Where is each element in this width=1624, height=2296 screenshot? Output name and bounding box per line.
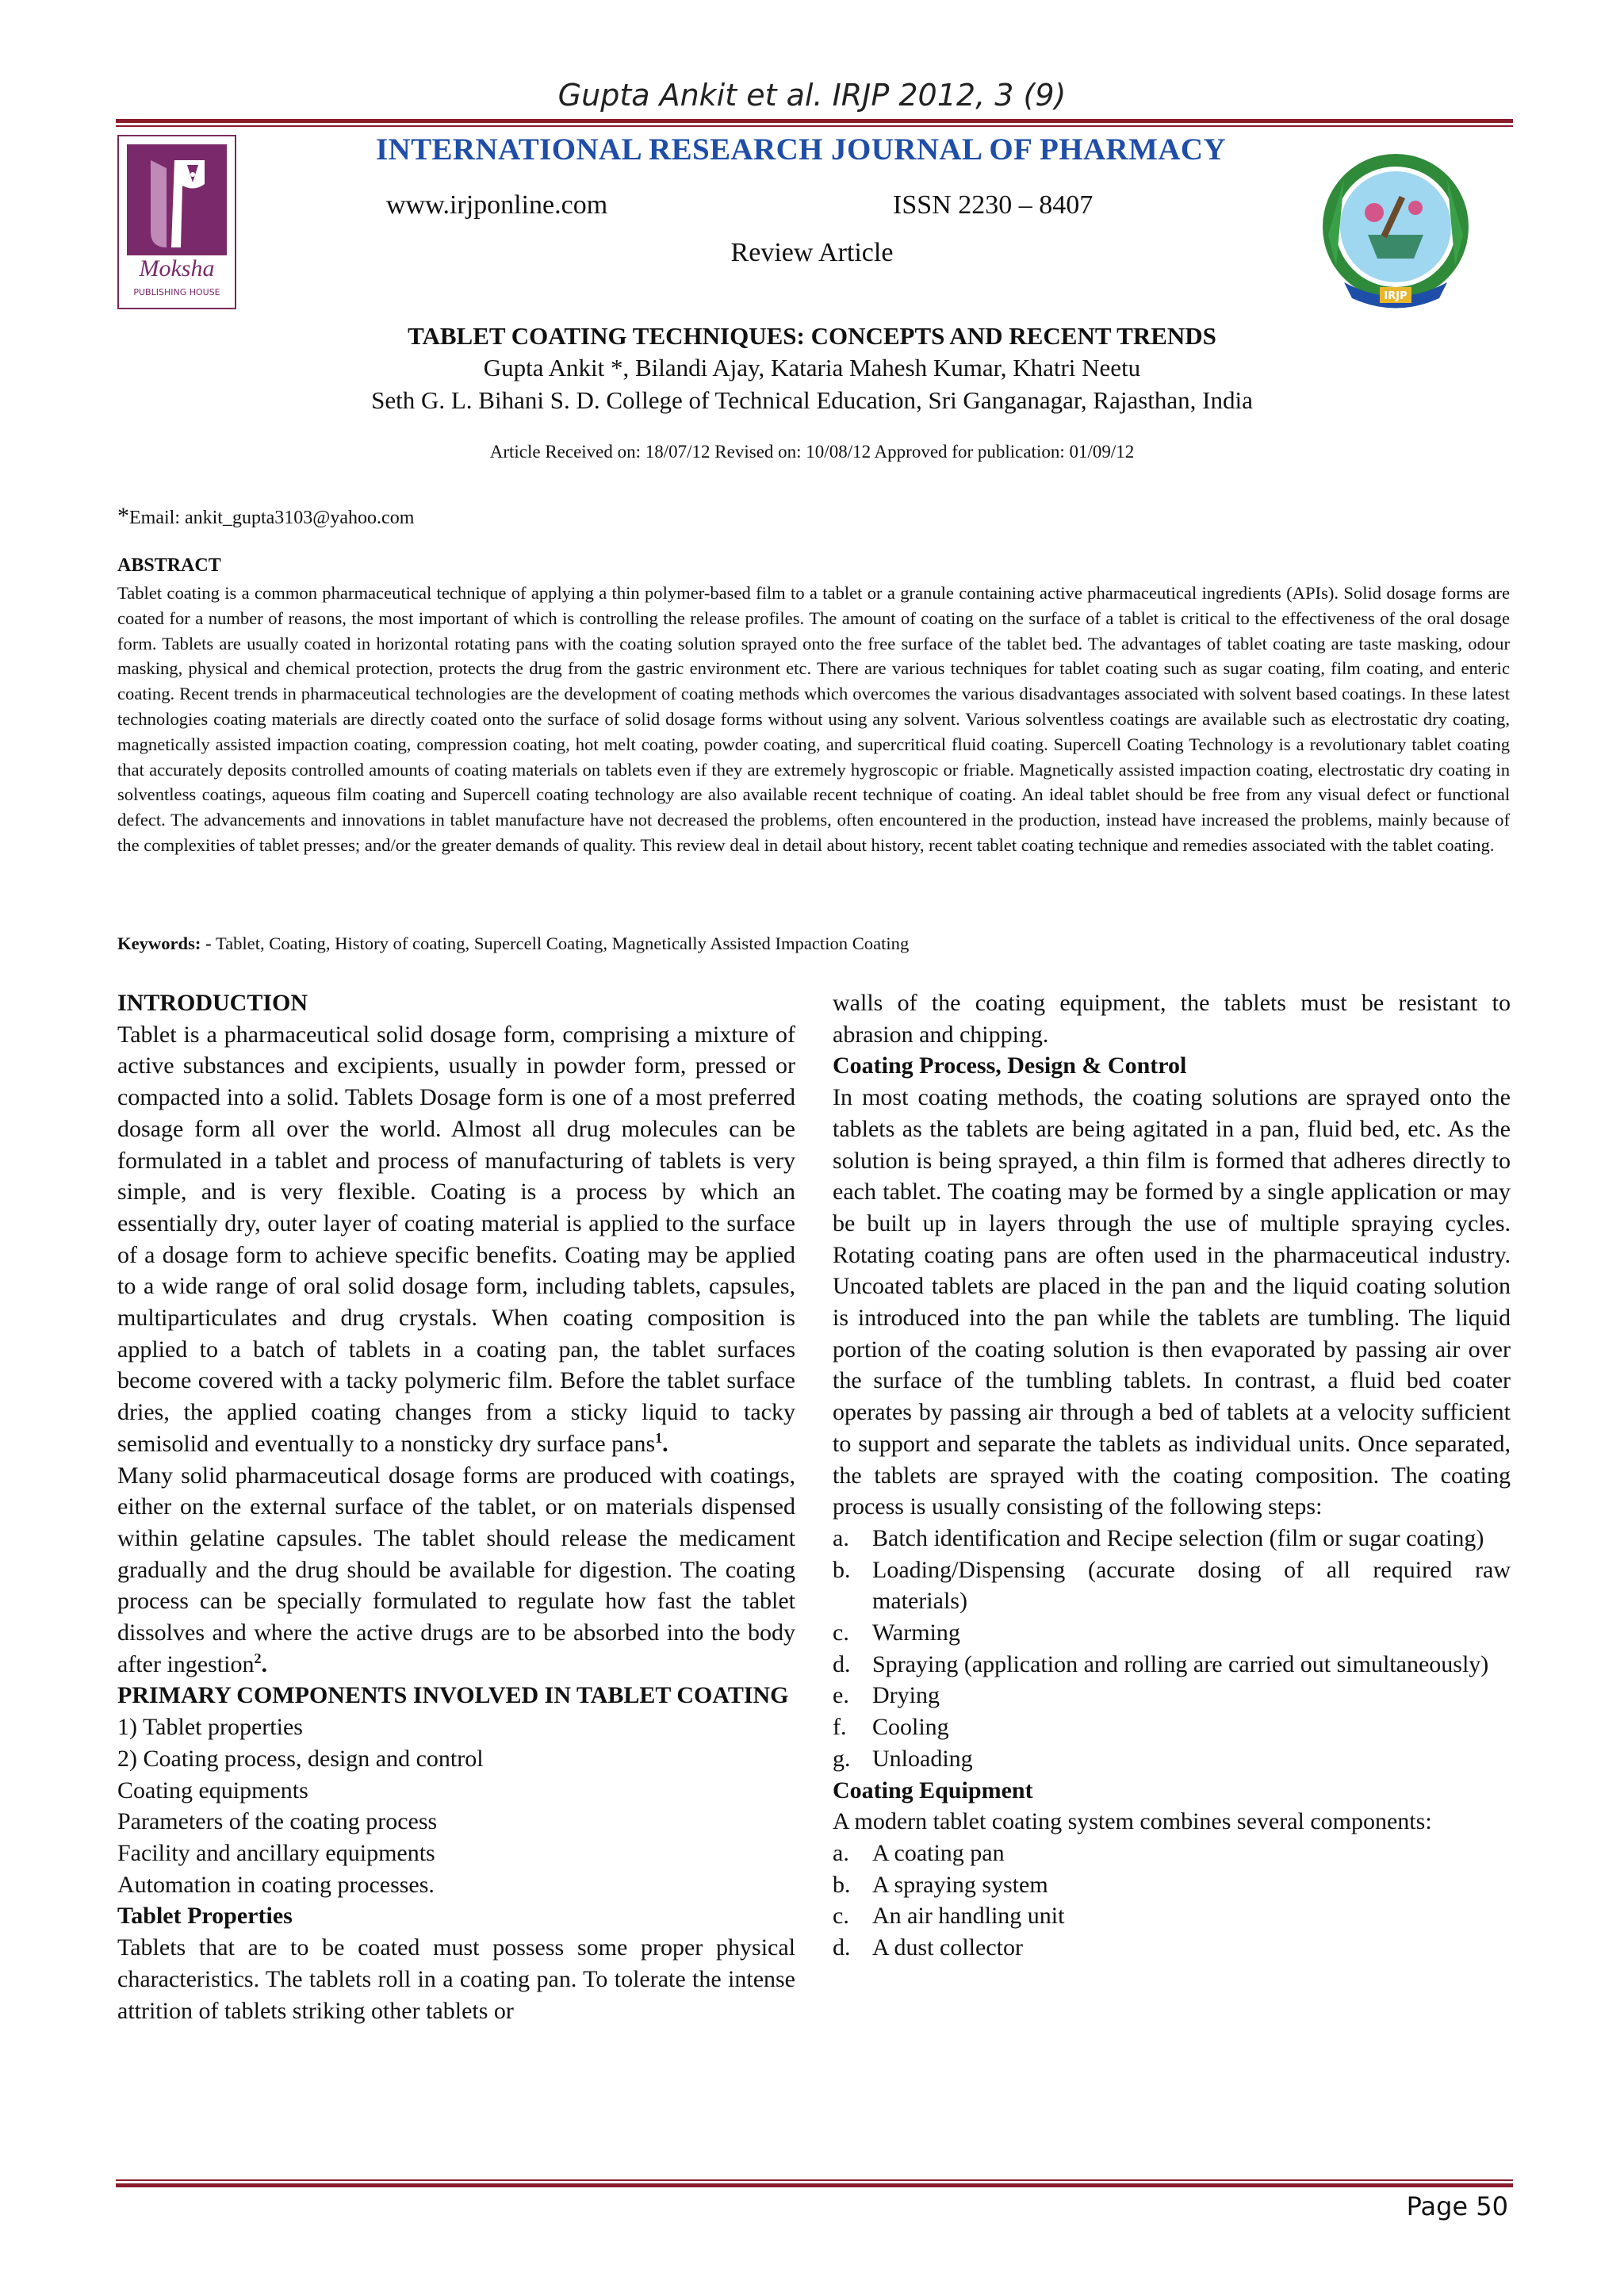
- list-text: A dust collector: [872, 1934, 1023, 1961]
- list-item: [833, 1711, 1511, 1743]
- list-item: [833, 1680, 1511, 1711]
- list-item: [833, 1838, 1511, 1869]
- introduction-paragraph-1: [117, 1019, 795, 1460]
- list-marker: b.: [833, 1871, 851, 1898]
- article-dates: Article Received on: 18/07/12 Revised on: 10/08/12 Approved for publication: 01/09/12: [489, 442, 1135, 462]
- list-item: [833, 1932, 1511, 1964]
- list-text: Warming: [872, 1619, 960, 1646]
- reference-2[interactable]: 2: [254, 1650, 262, 1666]
- tablet-properties-heading: Tablet Properties: [117, 1903, 293, 1930]
- keywords-label: Keywords: -: [117, 933, 212, 953]
- list-marker: b.: [833, 1556, 851, 1583]
- list-marker: f.: [833, 1714, 847, 1741]
- list-marker: c.: [833, 1619, 849, 1646]
- list-marker: d.: [833, 1934, 851, 1961]
- list-text: Spraying (application and rolling are carried out simultaneously): [872, 1650, 1489, 1677]
- introduction-paragraph-2: [117, 1460, 795, 1681]
- component-item: Automation in coating processes.: [117, 1871, 435, 1898]
- left-column: [117, 987, 795, 2026]
- coating-process-heading: Coating Process, Design & Control: [833, 1052, 1187, 1079]
- list-marker: e.: [833, 1682, 849, 1709]
- component-item: 2) Coating process, design and control: [117, 1745, 484, 1772]
- list-item: [833, 1869, 1511, 1901]
- journal-title: INTERNATIONAL RESEARCH JOURNAL OF PHARMACY: [375, 132, 1227, 167]
- components-heading: PRIMARY COMPONENTS INVOLVED IN TABLET COATING: [117, 1682, 789, 1709]
- article-type: Review Article: [730, 238, 894, 267]
- email-text[interactable]: Email: ankit_gupta3103@yahoo.com: [129, 508, 415, 528]
- component-item: Coating equipments: [117, 1777, 308, 1803]
- footer-rule-thin: [116, 2179, 1513, 2181]
- coating-process-paragraph: In most coating methods, the coating solutions are sprayed onto the tablets as the tablets are being agitated in a pan, fluid bed, etc. As the solution is being sprayed, a thin film is formed that adheres directly to each tablet. The coating may be formed by a single application or may be built up in layers through the use of multiple spraying cycles. Rotating coating pans are often used in the pharmaceutical industry. Uncoated tablets are placed in the pan and the liquid coating solution is introduced into the pan while the tablets are tumbling. The liquid portion of the coating solution is then evaporated by passing air over the surface of the tumbling tablets. In contrast, a fluid bed coater operates by passing air through a bed of tablets at a velocity sufficient to support and separate the tablets as individual units. Once separated, the tablets are sprayed with the coating composition. The coating process is usually consisting of the following steps:: [833, 1084, 1511, 1520]
- list-item: [833, 1743, 1511, 1775]
- header-rule-thick: [116, 119, 1513, 123]
- list-item: [833, 1617, 1511, 1649]
- list-text: Drying: [872, 1682, 940, 1709]
- running-head: Gupta Ankit et al. IRJP 2012, 3 (9): [557, 78, 1067, 113]
- list-marker: a.: [833, 1839, 849, 1866]
- abstract-heading: ABSTRACT: [117, 555, 221, 576]
- reference-1[interactable]: 1: [655, 1429, 663, 1446]
- coating-equipment-heading: Coating Equipment: [833, 1777, 1033, 1803]
- list-item: [833, 1523, 1511, 1554]
- list-item: [833, 1649, 1511, 1681]
- list-item: [833, 1900, 1511, 1932]
- list-item: [833, 1554, 1511, 1617]
- list-text: Batch identification and Recipe selection (film or sugar coating): [872, 1524, 1484, 1551]
- list-text: Loading/Dispensing (accurate dosing of all required raw materials): [872, 1556, 1511, 1615]
- email-asterisk: *: [117, 503, 129, 529]
- component-item: Parameters of the coating process: [117, 1808, 438, 1835]
- authors: Gupta Ankit *, Bilandi Ajay, Kataria Mahesh Kumar, Khatri Neetu: [483, 354, 1141, 381]
- logo-text: Moksha: [139, 255, 215, 282]
- abstract-text: Tablet coating is a common pharmaceutical technique of applying a thin polymer-based film to a tablet or a granule containing active pharmaceutical ingredients (APIs). Solid dosage forms are coated for a number of reasons, the most important of which is controlling the release profiles. The amount of coating on the surface of a tablet is critical to the effectiveness of the oral dosage form. Tablets are usually coated in horizontal rotating pans with the coating solution sprayed onto the free surface of the tablet bed. The advantages of tablet coating are taste masking, odour masking, physical and chemical protection, protects the drug from the gastric environment etc. There are various techniques for tablet coating such as sugar coating, film coating, and enteric coating. Recent trends in pharmaceutical technologies are the development of coating methods which overcomes the various disadvantages associated with solvent based coatings. In these latest technologies coating materials are directly coated onto the surface of solid dosage forms without using any solvent. Various solventless coatings are available such as electrostatic dry coating, magnetically assisted impaction coating, compression coating, hot melt coating, powder coating, and supercritical fluid coating. Supercell Coating Technology is a revolutionary tablet coating that accurately deposits controlled amounts of coating materials on tablets even if they are extremely hygroscopic or friable. Magnetically assisted impaction coating, electrostatic dry coating in solventless coatings, aqueous film coating and Supercell coating technology are also available recent technique of coating. An ideal tablet should be free from any visual defect or functional defect. The advancements and innovations in tablet manufacture have not decreased the problems, often encountered in the production, instead have increased the problems, mainly because of the complexities of tablet presses; and/or the greater demands of quality. This review deal in detail about history, recent tablet coating technique and remedies associated with the tablet coating.: [117, 583, 1510, 855]
- list-marker: a.: [833, 1524, 849, 1551]
- journal-website[interactable]: www.irjponline.com: [386, 190, 608, 220]
- tablet-properties-paragraph: Tablets that are to be coated must possess some proper physical characteristics. The tablets roll in a coating pan. To tolerate the intense attrition of tablets striking other tablets or: [117, 1934, 795, 2024]
- list-text: A coating pan: [872, 1839, 1005, 1866]
- intro-text-2: Many solid pharmaceutical dosage forms are produced with coatings, either on the external surface of the tablet, or on materials dispensed within gelatine capsules. The tablet should release the medicament gradually and the drug should be available for digestion. The coating process can be specially formulated to regulate how fast the tablet dissolves and where the active drugs are to be absorbed into the body after ingestion: [117, 1462, 795, 1677]
- list-text: Unloading: [872, 1745, 973, 1772]
- right-column: [833, 987, 1511, 1964]
- moksha-logo: [117, 135, 236, 309]
- introduction-heading: INTRODUCTION: [117, 990, 308, 1016]
- list-marker: c.: [833, 1903, 849, 1930]
- irjp-seal-logo: [1312, 148, 1479, 314]
- header-rule-thin: [116, 125, 1513, 127]
- corresponding-email: [117, 503, 414, 530]
- keywords: [117, 933, 909, 954]
- list-text: An air handling unit: [872, 1903, 1065, 1930]
- list-marker: d.: [833, 1650, 851, 1677]
- issn: ISSN 2230 – 8407: [893, 190, 1094, 220]
- paper-title: TABLET COATING TECHNIQUES: CONCEPTS AND RECENT TRENDS: [408, 322, 1216, 350]
- intro-text-1: Tablet is a pharmaceutical solid dosage form, comprising a mixture of active substances and excipients, usually in powder form, pressed or compacted into a solid. Tablets Dosage form is one of a most preferred dosage form all over the world. Almost all drug molecules can be formulated in a tablet and process of manufacturing of tablets is very simple, and is very flexible. Coating is a process by which an essentially dry, outer layer of coating material is applied to the surface of a dosage form to achieve specific benefits. Coating may be applied to a wide range of oral solid dosage form, including tablets, capsules, multiparticulates and drug crystals. When coating composition is applied to a batch of tablets in a coating pan, the tablet surfaces become covered with a tacky polymeric film. Before the tablet surface dries, the applied coating changes from a sticky liquid to tacky semisolid and eventually to a nonsticky dry surface pans: [117, 1021, 795, 1457]
- continued-paragraph: walls of the coating equipment, the tablets must be resistant to abrasion and chipping.: [833, 990, 1511, 1048]
- coating-equipment-paragraph: A modern tablet coating system combines several components:: [833, 1808, 1432, 1835]
- logo-subtext: PUBLISHING HOUSE: [133, 287, 220, 297]
- keywords-list: Tablet, Coating, History of coating, Supercell Coating, Magnetically Assisted Impaction Coating: [215, 933, 910, 953]
- seal-badge-text: IRJP: [1384, 290, 1408, 302]
- page-number: Page 50: [1406, 2191, 1508, 2221]
- list-marker: g.: [833, 1745, 851, 1772]
- component-item: 1) Tablet properties: [117, 1714, 303, 1741]
- component-item: Facility and ancillary equipments: [117, 1839, 435, 1866]
- ref-2-period: .: [261, 1650, 267, 1677]
- ref-1-period: .: [662, 1430, 668, 1457]
- list-text: A spraying system: [872, 1871, 1048, 1898]
- footer-rule-thick: [116, 2183, 1513, 2187]
- affiliation: Seth G. L. Bihani S. D. College of Technical Education, Sri Ganganagar, Rajasthan, India: [371, 386, 1253, 414]
- list-text: Cooling: [872, 1714, 949, 1741]
